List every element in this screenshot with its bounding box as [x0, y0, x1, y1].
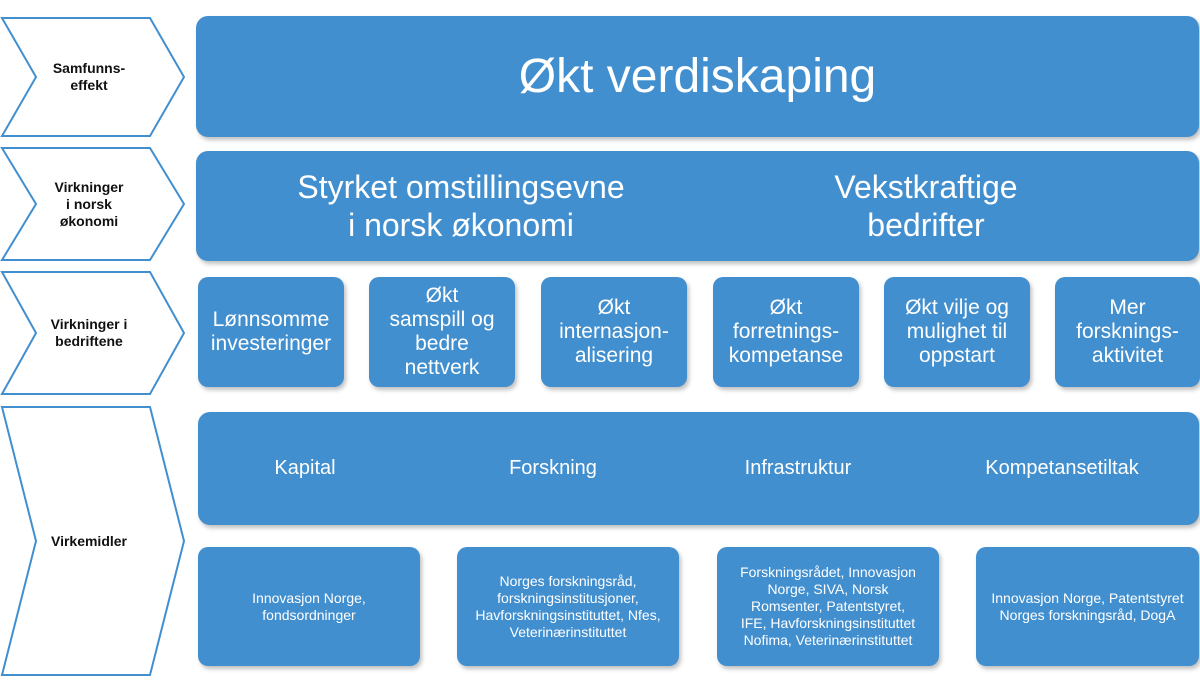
means-kapital: Kapital	[274, 457, 336, 479]
firm-effect-box: Økt samspill og bedre nettverk	[369, 277, 515, 387]
level-label: Virkemidler	[50, 532, 127, 549]
firm-effect-box: Økt vilje og mulighet til oppstart	[884, 277, 1030, 387]
firm-effect-box: Lønnsomme investeringer	[198, 277, 344, 387]
actors-box: Norges forskningsråd, forskningsinstitusjoner, Havforskningsinstituttet, Nfes, Veterinærinstituttet	[457, 547, 679, 666]
level-chevron-virkninger-bedriftene	[0, 270, 188, 396]
actors-box: Innovasjon Norge, Patentstyret Norges forskningsråd, DogA	[976, 547, 1199, 666]
means-box	[198, 412, 1199, 525]
means-kompetansetiltak: Kompetansetiltak	[985, 457, 1139, 479]
economy-effect-left: Styrket omstillingsevne i norsk økonomi	[297, 169, 625, 243]
means-forskning: Forskning	[509, 457, 597, 479]
level-label: Virkninger i bedriftene	[50, 316, 128, 349]
firm-effect-box: Økt internasjon- alisering	[541, 277, 687, 387]
firm-effect-box: Mer forsknings- aktivitet	[1055, 277, 1200, 387]
means-infrastruktur: Infrastruktur	[744, 457, 852, 479]
society-effect-title: Økt verdiskaping	[518, 50, 877, 103]
level-chevron-virkemidler	[0, 405, 188, 677]
economy-effects-box	[196, 151, 1199, 261]
society-effect-box	[196, 16, 1199, 137]
level-chevron-virkninger-okonomi	[0, 146, 188, 262]
firm-effect-box: Økt forretnings- kompetanse	[713, 277, 859, 387]
actors-box: Innovasjon Norge, fondsordninger	[198, 547, 420, 666]
level-label: Virkninger i norsk økonomi	[54, 178, 124, 229]
level-chevron-samfunnseffekt	[0, 16, 188, 138]
economy-effect-right: Vekstkraftige bedrifter	[834, 169, 1018, 243]
level-label: Samfunns- effekt	[52, 60, 126, 93]
actors-box: Forskningsrådet, Innovasjon Norge, SIVA, Norsk Romsenter, Patentstyret, IFE, Havforskningsinstituttet Nofima, Veterinærinstituttet	[717, 547, 939, 666]
